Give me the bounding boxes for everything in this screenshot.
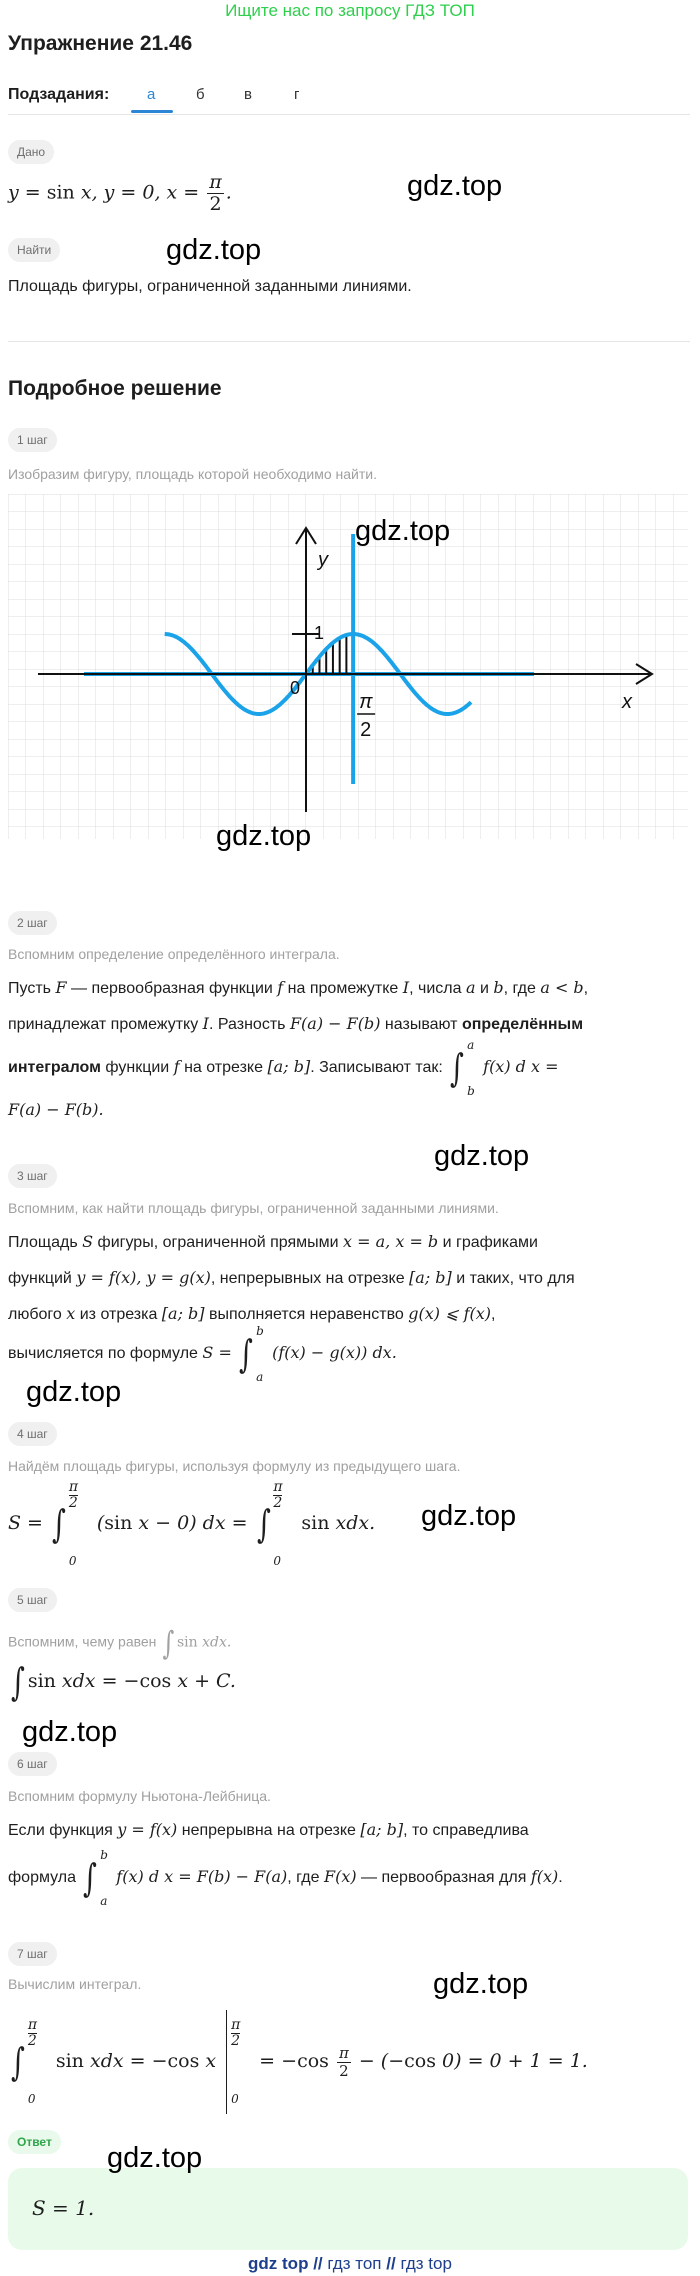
step-7-formula: ∫ π 2 0 sin xdx = −cos x π 2 0 = −cos $\frac{\pi}{2}$ − (−cos 0) = 0 + 1 = 1. xyxy=(8,2010,588,2114)
graph-grid xyxy=(8,494,688,839)
step-3-line-3: любого x из отрезка [a; b] выполняется неравенство g(x) ⩽ f(x), xyxy=(8,1304,496,1323)
step-7-chip: 7 шаг xyxy=(8,1942,57,1966)
step-5-caption: Вспомним, чему равен ∫ sin xdx. xyxy=(8,1624,232,1662)
step-6-line-1: Если функция y = f(x) непрерывна на отрезке [a; b], то справедлива xyxy=(8,1820,529,1839)
step-6-chip: 6 шаг xyxy=(8,1752,57,1776)
answer-chip: Ответ xyxy=(8,2130,61,2154)
two-label: 2 xyxy=(360,719,372,741)
step-5-formula: ∫ sin xdx = −cos x + C. xyxy=(10,1660,236,1704)
watermark: gdz.top xyxy=(216,820,312,852)
tab-g[interactable]: г xyxy=(294,86,300,103)
watermark: gdz.top xyxy=(407,170,503,202)
step-1-caption: Изобразим фигуру, площадь которой необходимо найти. xyxy=(8,466,377,482)
step-3-line-4: вычисляется по формуле S = ∫ b a (f(x) − g(x)) dx. xyxy=(8,1324,397,1384)
given-chip: Дано xyxy=(8,140,54,164)
watermark: gdz.top xyxy=(107,2142,203,2174)
y-axis-label: y xyxy=(318,549,328,571)
step-6-line-2: формула ∫ b a f(x) d x = F(b) − F(a), где F(x) — первообразная для f(x). xyxy=(8,1848,563,1908)
pi-label: π xyxy=(359,691,373,713)
tab-a[interactable]: а xyxy=(147,86,156,103)
step-5-chip: 5 шаг xyxy=(8,1588,57,1612)
find-chip: Найти xyxy=(8,238,60,262)
answer-value: S = 1. xyxy=(32,2196,95,2220)
x-axis-label: x xyxy=(622,691,632,713)
step-2-chip: 2 шаг xyxy=(8,911,57,935)
watermark: gdz.top xyxy=(166,234,262,266)
watermark: gdz.top xyxy=(434,1140,530,1172)
step-6-caption: Вспомним формулу Ньютона-Лейбница. xyxy=(8,1788,271,1804)
step-2-line-1: Пусть F — первообразная функции f на промежутке I, числа a и b, где a < b, xyxy=(8,978,589,997)
step-2-line-3: интегралом функции f на отрезке [a; b]. Записывают так: ∫ a b f(x) d x = xyxy=(8,1038,559,1098)
watermark: gdz.top xyxy=(22,1716,118,1748)
step-2-line-2: принадлежат промежутку I. Разность F(a) − F(b) называют определённым xyxy=(8,1014,584,1033)
step-7-caption: Вычислим интеграл. xyxy=(8,1976,142,1992)
step-1-chip: 1 шаг xyxy=(8,428,57,452)
step-4-formula: S = ∫ π 2 0 (sin x − 0) dx = ∫ π 2 0 sin xdx. xyxy=(8,1479,376,1568)
step-2-line-4: F(a) − F(b). xyxy=(8,1100,104,1119)
step-3-line-1: Площадь S фигуры, ограниченной прямыми x = a, x = b и графиками xyxy=(8,1232,538,1251)
find-text: Площадь фигуры, ограниченной заданными линиями. xyxy=(8,278,412,295)
one-label: 1 xyxy=(314,623,325,643)
watermark: gdz.top xyxy=(355,515,451,547)
answer-box xyxy=(8,2168,688,2250)
step-3-chip: 3 шаг xyxy=(8,1164,57,1188)
tab-v[interactable]: в xyxy=(244,86,252,103)
function-graph xyxy=(8,494,688,839)
divider xyxy=(8,341,690,342)
zero-label: 0 xyxy=(290,678,301,698)
watermark: gdz.top xyxy=(26,1376,122,1408)
step-4-chip: 4 шаг xyxy=(8,1422,57,1446)
step-3-caption: Вспомним, как найти площадь фигуры, ограниченной заданными линиями. xyxy=(8,1200,499,1216)
promo-banner[interactable]: Ищите нас по запросу ГДЗ ТОП xyxy=(225,1,475,20)
active-tab-indicator xyxy=(131,110,173,113)
solution-heading: Подробное решение xyxy=(8,377,222,400)
step-2-caption: Вспомним определение определённого интеграла. xyxy=(8,946,340,962)
step-3-line-2: функций y = f(x), y = g(x), непрерывных на отрезке [a; b] и таких, что для xyxy=(8,1268,575,1287)
watermark: gdz.top xyxy=(433,1968,529,2000)
step-4-caption: Найдём площадь фигуры, используя формулу из предыдущего шага. xyxy=(8,1458,461,1474)
subtasks-label: Подзадания: xyxy=(8,86,110,103)
footer-links[interactable]: gdz top // гдз топ // гдз top xyxy=(248,2254,452,2273)
divider xyxy=(8,114,690,115)
page-title: Упражнение 21.46 xyxy=(8,32,193,55)
tab-b[interactable]: б xyxy=(196,86,205,103)
given-formula: y = sin x, y = 0, x = $\frac{\pi}{2}$ . xyxy=(8,171,232,215)
watermark: gdz.top xyxy=(421,1500,517,1532)
